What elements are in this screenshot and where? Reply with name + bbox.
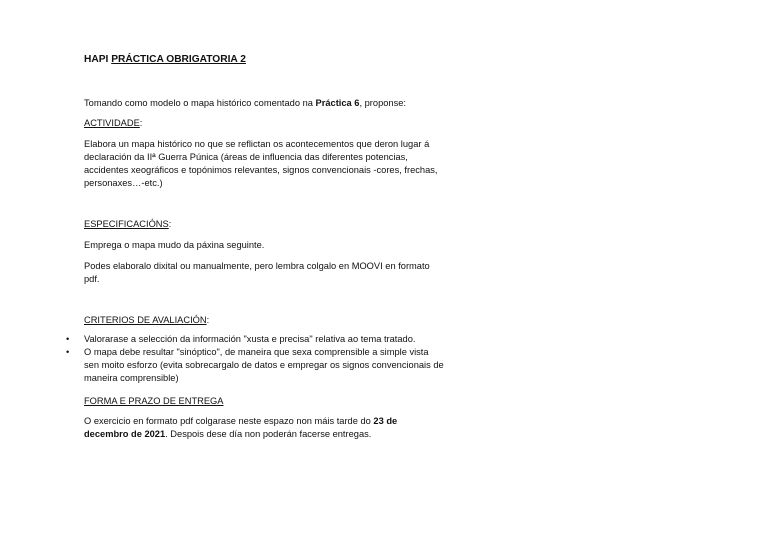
bullet-icon: • — [66, 347, 70, 357]
actividade-heading-text: ACTIVIDADE — [84, 118, 140, 128]
criterios-list — [66, 333, 444, 385]
criterio-text: Valorarase a selección da información "xusta e precisa" relativa ao tema tratado. — [84, 334, 416, 344]
forma-paragraph — [84, 415, 444, 441]
forma-heading — [84, 395, 444, 408]
forma-text: O exercicio en formato pdf colgarase neste espazo non máis tarde do — [84, 416, 371, 426]
actividade-heading: ACTIVIDADE: — [84, 118, 143, 128]
list-item — [66, 346, 444, 385]
criterios-heading-text: CRITERIOS DE AVALIACIÓN — [84, 315, 207, 325]
intro-paragraph — [84, 97, 444, 110]
criterios-heading: CRITERIOS DE AVALIACIÓN: — [84, 315, 210, 325]
intro-post: , proponse: — [359, 98, 406, 108]
actividade-text: Elabora un mapa histórico no que se reflictan os acontecementos que deron lugar á declaración da IIª Guerra Púnica (áreas de influencia das diferentes potencias, accidentes xeográficos e topónimos relevantes, signos convencionais -cores, frechas, personaxes…-etc.) — [84, 139, 438, 188]
intro-text: Tomando como modelo o mapa histórico comentado na — [84, 98, 313, 108]
especificacions-heading-text: ESPECIFICACIÓNS — [84, 219, 169, 229]
especificacions-heading: ESPECIFICACIÓNS: — [84, 219, 172, 229]
forma-post: . Despois dese día non poderán facerse entregas. — [165, 429, 372, 439]
title-prefix: HAPI — [84, 54, 109, 65]
bullet-icon: • — [66, 334, 70, 344]
list-item — [66, 333, 444, 346]
forma-heading-text: FORMA E PRAZO DE ENTREGA — [84, 396, 224, 406]
forma-date: 23 de decembro de 2021 — [84, 416, 398, 439]
especificacions-p1: Emprega o mapa mudo da páxina seguinte. — [84, 240, 265, 250]
title-underlined: PRÁCTICA OBRIGATORIA 2 — [111, 54, 246, 65]
criterio-text: O mapa debe resultar "sinóptico", de maneira que sexa comprensible a simple vista sen moito esforzo (evita sobrecargalo de datos e empregar os signos convencionais de maneira comprensible) — [84, 347, 444, 383]
page-title — [84, 54, 246, 65]
especificacions-p2: Podes elaboralo dixital ou manualmente, pero lembra colgalo en MOOVI en formato pdf. — [84, 261, 430, 284]
intro-bold: Práctica 6 — [315, 98, 360, 108]
